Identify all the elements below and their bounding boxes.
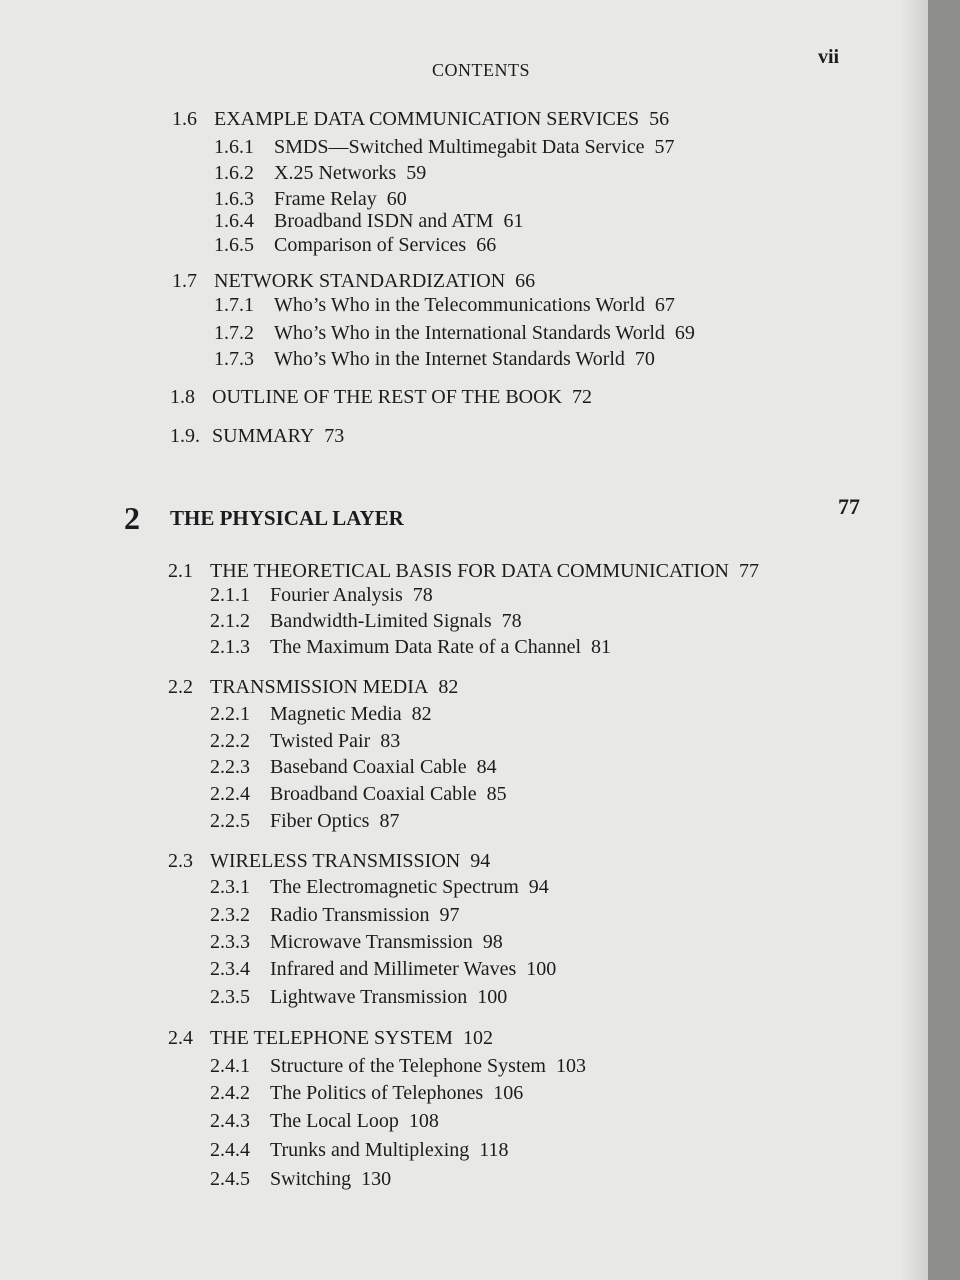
toc-subsection: [210, 931, 503, 954]
toc-subsection: [210, 783, 507, 806]
section-number: 1.6: [172, 108, 197, 130]
subsection-title: Baseband Coaxial Cable: [270, 756, 467, 778]
subsection-number: 2.4.5: [210, 1168, 250, 1190]
subsection-title: X.25 Networks: [274, 162, 397, 184]
subsection-title: Fourier Analysis: [270, 584, 403, 606]
section-number: 2.1: [168, 560, 193, 582]
subsection-page: 84: [476, 756, 497, 778]
section-title: TRANSMISSION MEDIA: [210, 676, 429, 698]
running-header: CONTENTS: [432, 60, 530, 80]
subsection-page: 70: [634, 348, 655, 370]
subsection-title: Who’s Who in the Internet Standards World: [274, 348, 625, 370]
subsection-number: 2.4.2: [210, 1082, 250, 1104]
section-title: WIRELESS TRANSMISSION: [210, 850, 461, 872]
subsection-number: 2.4.4: [210, 1139, 250, 1161]
subsection-number: 2.1.2: [210, 610, 250, 632]
toc-section: [170, 386, 592, 409]
toc-section: [170, 425, 344, 448]
subsection-page: 118: [479, 1139, 509, 1161]
subsection-page: 98: [482, 931, 503, 953]
subsection-number: 1.6.3: [214, 188, 254, 210]
toc-subsection: [210, 958, 556, 981]
subsection-page: 81: [591, 636, 612, 658]
subsection-page: 61: [503, 210, 524, 232]
subsection-number: 1.7.1: [214, 294, 254, 316]
section-page: 94: [470, 850, 491, 872]
subsection-page: 100: [526, 958, 557, 980]
section-number: 2.4: [168, 1027, 193, 1049]
subsection-title: Trunks and Multiplexing: [270, 1139, 470, 1161]
toc-section: [168, 676, 458, 699]
subsection-title: Broadband ISDN and ATM: [274, 210, 494, 232]
toc-subsection: [210, 1168, 391, 1191]
subsection-page: 59: [406, 162, 427, 184]
toc-subsection: [210, 1055, 586, 1078]
toc-section: [168, 850, 490, 873]
subsection-title: Structure of the Telephone System: [270, 1055, 546, 1077]
subsection-title: The Electromagnetic Spectrum: [270, 876, 519, 898]
toc-subsection: [210, 703, 432, 726]
section-page: 56: [649, 108, 670, 130]
subsection-title: Switching: [270, 1168, 352, 1190]
toc-section: [172, 108, 669, 131]
subsection-page: 94: [528, 876, 549, 898]
toc-section: [172, 270, 535, 293]
toc-subsection: [210, 986, 507, 1009]
subsection-page: 87: [379, 810, 400, 832]
section-title: EXAMPLE DATA COMMUNICATION SERVICES: [214, 108, 640, 130]
subsection-title: Magnetic Media: [270, 703, 402, 725]
section-title: SUMMARY: [212, 425, 315, 447]
subsection-title: Broadband Coaxial Cable: [270, 783, 477, 805]
subsection-number: 2.2.1: [210, 703, 250, 725]
subsection-number: 1.6.4: [214, 210, 254, 232]
subsection-title: SMDS—Switched Multimegabit Data Service: [274, 136, 645, 158]
section-number: 1.9.: [170, 425, 200, 447]
subsection-title: Bandwidth-Limited Signals: [270, 610, 492, 632]
subsection-page: 100: [477, 986, 508, 1008]
section-title: NETWORK STANDARDIZATION: [214, 270, 506, 292]
section-page: 77: [738, 560, 759, 582]
subsection-title: Radio Transmission: [270, 904, 430, 926]
subsection-page: 130: [361, 1168, 392, 1190]
subsection-title: Infrared and Millimeter Waves: [270, 958, 517, 980]
section-number: 2.3: [168, 850, 193, 872]
subsection-page: 57: [654, 136, 675, 158]
toc-subsection: [214, 210, 523, 233]
section-page: 73: [324, 425, 345, 447]
toc-subsection: [214, 136, 675, 159]
subsection-number: 2.1.1: [210, 584, 250, 606]
subsection-number: 2.2.2: [210, 730, 250, 752]
section-page: 102: [462, 1027, 493, 1049]
subsection-number: 1.7.2: [214, 322, 254, 344]
subsection-title: Twisted Pair: [270, 730, 371, 752]
subsection-number: 2.2.5: [210, 810, 250, 832]
toc-subsection: [210, 876, 549, 899]
page-number: vii: [818, 46, 840, 68]
subsection-page: 82: [411, 703, 432, 725]
subsection-number: 2.2.4: [210, 783, 250, 805]
section-number: 1.8: [170, 386, 195, 408]
toc-subsection: [214, 188, 407, 211]
subsection-title: The Politics of Telephones: [270, 1082, 484, 1104]
section-title: THE TELEPHONE SYSTEM: [210, 1027, 453, 1049]
subsection-number: 2.3.2: [210, 904, 250, 926]
toc-subsection: [210, 1139, 509, 1162]
section-page: 72: [572, 386, 593, 408]
subsection-page: 108: [408, 1110, 439, 1132]
toc-subsection: [210, 636, 611, 659]
subsection-title: Who’s Who in the International Standards World: [274, 322, 665, 344]
subsection-number: 2.1.3: [210, 636, 250, 658]
subsection-number: 2.3.4: [210, 958, 250, 980]
subsection-number: 1.6.1: [214, 136, 254, 158]
toc-subsection: [214, 294, 675, 317]
subsection-page: 85: [486, 783, 507, 805]
subsection-number: 2.4.1: [210, 1055, 250, 1077]
toc-subsection: [210, 610, 522, 633]
subsection-title: Frame Relay: [274, 188, 377, 210]
subsection-title: Who’s Who in the Telecommunications World: [274, 294, 645, 316]
subsection-page: 69: [674, 322, 695, 344]
section-number: 1.7: [172, 270, 197, 292]
toc-subsection: [214, 348, 655, 371]
chapter-title: THE PHYSICAL LAYER: [170, 506, 404, 530]
toc-subsection: [210, 730, 400, 753]
toc-subsection: [214, 162, 426, 185]
section-page: 82: [438, 676, 459, 698]
section-page: 66: [515, 270, 536, 292]
subsection-page: 60: [386, 188, 407, 210]
subsection-page: 66: [476, 234, 497, 256]
subsection-number: 1.6.2: [214, 162, 254, 184]
subsection-page: 78: [412, 584, 433, 606]
toc-subsection: [210, 756, 497, 779]
subsection-number: 1.7.3: [214, 348, 254, 370]
subsection-page: 78: [501, 610, 522, 632]
toc-subsection: [214, 234, 496, 257]
toc-section: [168, 1027, 493, 1050]
toc-subsection: [210, 1082, 523, 1105]
toc-section: [168, 560, 759, 583]
subsection-number: 2.2.3: [210, 756, 250, 778]
subsection-page: 83: [380, 730, 401, 752]
toc-subsection: [214, 322, 695, 345]
subsection-title: Fiber Optics: [270, 810, 370, 832]
subsection-title: The Maximum Data Rate of a Channel: [270, 636, 582, 658]
toc-subsection: [210, 584, 433, 607]
toc-subsection: [210, 810, 399, 833]
subsection-number: 1.6.5: [214, 234, 254, 256]
subsection-page: 97: [439, 904, 460, 926]
subsection-title: Lightwave Transmission: [270, 986, 468, 1008]
section-number: 2.2: [168, 676, 193, 698]
subsection-title: Comparison of Services: [274, 234, 467, 256]
chapter-number: 2: [124, 500, 140, 536]
toc-subsection: [210, 1110, 439, 1133]
subsection-page: 106: [493, 1082, 524, 1104]
subsection-number: 2.3.1: [210, 876, 250, 898]
chapter-page: 77: [838, 494, 860, 519]
subsection-number: 2.3.5: [210, 986, 250, 1008]
subsection-page: 67: [654, 294, 675, 316]
subsection-title: Microwave Transmission: [270, 931, 473, 953]
subsection-title: The Local Loop: [270, 1110, 399, 1132]
toc-subsection: [210, 904, 459, 927]
subsection-page: 103: [555, 1055, 586, 1077]
section-title: THE THEORETICAL BASIS FOR DATA COMMUNICATION: [210, 560, 729, 582]
section-title: OUTLINE OF THE REST OF THE BOOK: [212, 386, 563, 408]
subsection-number: 2.4.3: [210, 1110, 250, 1132]
subsection-number: 2.3.3: [210, 931, 250, 953]
